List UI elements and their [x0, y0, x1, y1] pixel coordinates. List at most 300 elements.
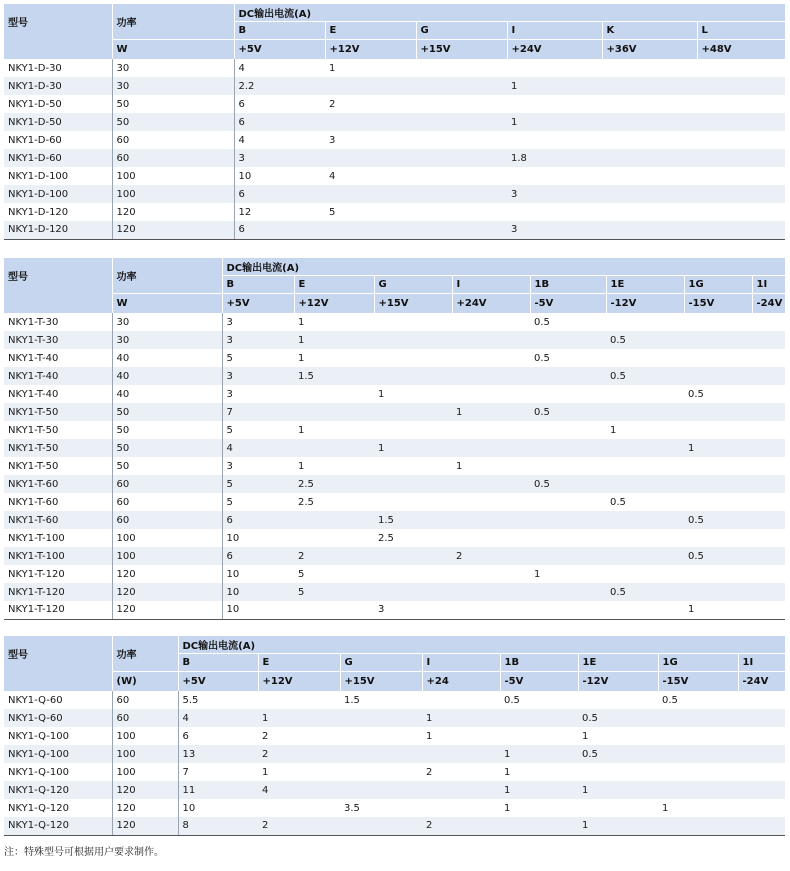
current-cell — [530, 601, 606, 619]
current-cell — [452, 601, 530, 619]
current-cell — [684, 583, 752, 601]
model-cell: NKY1-T-50 — [4, 421, 112, 439]
current-cell — [606, 349, 684, 367]
model-cell: NKY1-Q-100 — [4, 727, 112, 745]
model-cell: NKY1-T-60 — [4, 511, 112, 529]
current-cell: 3 — [222, 331, 294, 349]
current-cell — [416, 185, 507, 203]
power-cell: 120 — [112, 565, 222, 583]
model-cell: NKY1-T-120 — [4, 583, 112, 601]
current-cell: 1 — [684, 601, 752, 619]
model-header-spacer — [4, 671, 112, 691]
current-cell — [606, 547, 684, 565]
model-cell: NKY1-T-50 — [4, 403, 112, 421]
table-row — [4, 331, 785, 349]
current-cell: 2.5 — [294, 475, 374, 493]
current-cell — [340, 817, 422, 835]
power-cell: 50 — [112, 457, 222, 475]
current-cell — [606, 565, 684, 583]
power-cell: 120 — [112, 817, 178, 835]
current-cell — [752, 475, 785, 493]
current-cell: 6 — [234, 221, 325, 239]
current-cell — [530, 511, 606, 529]
current-cell: 5.5 — [178, 691, 258, 709]
table-row — [4, 745, 785, 763]
power-cell: 30 — [112, 313, 222, 331]
current-cell: 5 — [294, 565, 374, 583]
model-cell: NKY1-D-50 — [4, 113, 112, 131]
table-row — [4, 203, 785, 221]
current-cell — [578, 763, 658, 781]
current-cell: 1 — [500, 763, 578, 781]
current-cell: 2 — [258, 745, 340, 763]
table-row — [4, 185, 785, 203]
current-cell — [416, 113, 507, 131]
current-cell: 2.2 — [234, 77, 325, 95]
channel-code: 1B — [500, 653, 578, 671]
current-cell — [340, 709, 422, 727]
current-cell — [325, 77, 416, 95]
current-cell — [602, 167, 697, 185]
current-cell — [697, 131, 785, 149]
current-cell — [294, 403, 374, 421]
current-cell — [752, 583, 785, 601]
current-cell — [697, 113, 785, 131]
channel-voltage: +36V — [602, 39, 697, 59]
current-cell: 1 — [325, 59, 416, 77]
current-cell — [422, 745, 500, 763]
current-cell — [606, 529, 684, 547]
current-cell — [606, 385, 684, 403]
current-cell — [507, 203, 602, 221]
current-cell — [752, 493, 785, 511]
current-cell — [530, 385, 606, 403]
current-cell — [416, 95, 507, 113]
current-cell: 1 — [578, 817, 658, 835]
channel-code: 1G — [658, 653, 738, 671]
current-cell: 1 — [294, 313, 374, 331]
channel-voltage: +5V — [222, 293, 294, 313]
current-cell: 10 — [222, 601, 294, 619]
table-row — [4, 493, 785, 511]
current-cell: 13 — [178, 745, 258, 763]
dc-current-header: DC输出电流(A) — [178, 636, 785, 653]
power-cell: 100 — [112, 763, 178, 781]
current-cell — [684, 565, 752, 583]
current-cell: 4 — [258, 781, 340, 799]
current-cell — [658, 817, 738, 835]
channel-code: 1E — [578, 653, 658, 671]
current-cell — [452, 367, 530, 385]
dc-current-header: DC输出电流(A) — [234, 4, 785, 21]
power-cell: 100 — [112, 727, 178, 745]
channel-voltage: +24V — [452, 293, 530, 313]
current-cell — [752, 511, 785, 529]
current-cell — [602, 131, 697, 149]
current-cell: 6 — [234, 95, 325, 113]
current-cell: 6 — [222, 547, 294, 565]
model-cell: NKY1-T-40 — [4, 349, 112, 367]
current-cell — [294, 601, 374, 619]
current-cell — [752, 601, 785, 619]
current-cell — [374, 349, 452, 367]
table-row — [4, 475, 785, 493]
current-cell — [452, 529, 530, 547]
current-cell: 5 — [222, 475, 294, 493]
model-cell: NKY1-T-40 — [4, 385, 112, 403]
current-cell — [374, 547, 452, 565]
channel-voltage: +24V — [507, 39, 602, 59]
current-cell: 5 — [222, 493, 294, 511]
table-row — [4, 565, 785, 583]
voltage-row — [4, 39, 785, 59]
current-cell — [294, 439, 374, 457]
channel-voltage: -15V — [684, 293, 752, 313]
current-cell: 7 — [222, 403, 294, 421]
channel-voltage: +5V — [178, 671, 258, 691]
current-cell: 1 — [578, 781, 658, 799]
table-row — [4, 385, 785, 403]
current-cell — [606, 511, 684, 529]
current-cell — [374, 367, 452, 385]
current-cell: 1 — [422, 727, 500, 745]
current-cell: 2 — [452, 547, 530, 565]
current-cell: 2.5 — [374, 529, 452, 547]
current-cell — [507, 95, 602, 113]
current-cell — [294, 385, 374, 403]
current-cell: 1.5 — [294, 367, 374, 385]
power-cell: 120 — [112, 221, 234, 239]
power-cell: 120 — [112, 601, 222, 619]
channel-code: I — [422, 653, 500, 671]
current-cell: 5 — [222, 349, 294, 367]
current-cell — [697, 185, 785, 203]
model-header: 型号 — [4, 4, 112, 39]
current-cell — [416, 149, 507, 167]
current-cell: 1 — [294, 457, 374, 475]
current-cell: 1 — [606, 421, 684, 439]
current-cell — [738, 727, 785, 745]
current-cell — [416, 167, 507, 185]
current-cell: 3 — [222, 313, 294, 331]
current-cell — [530, 583, 606, 601]
current-cell — [658, 781, 738, 799]
current-cell: 1 — [500, 745, 578, 763]
current-cell: 4 — [325, 167, 416, 185]
current-cell — [606, 313, 684, 331]
current-cell — [658, 763, 738, 781]
channel-code: I — [452, 275, 530, 293]
table-row — [4, 529, 785, 547]
channel-voltage: +15V — [416, 39, 507, 59]
current-cell — [602, 59, 697, 77]
model-cell: NKY1-D-60 — [4, 149, 112, 167]
current-cell — [738, 781, 785, 799]
power-cell: 60 — [112, 709, 178, 727]
current-cell — [530, 331, 606, 349]
power-cell: 30 — [112, 59, 234, 77]
current-cell — [374, 583, 452, 601]
current-cell: 1 — [258, 763, 340, 781]
power-unit: (W) — [112, 671, 178, 691]
current-cell — [500, 709, 578, 727]
power-cell: 60 — [112, 691, 178, 709]
current-cell: 6 — [178, 727, 258, 745]
current-cell — [530, 421, 606, 439]
current-cell: 4 — [222, 439, 294, 457]
table-row — [4, 601, 785, 619]
current-cell — [602, 113, 697, 131]
current-cell: 1 — [500, 781, 578, 799]
current-cell: 0.5 — [684, 385, 752, 403]
power-cell: 60 — [112, 493, 222, 511]
current-cell: 1 — [422, 709, 500, 727]
model-cell: NKY1-T-30 — [4, 331, 112, 349]
channel-code: I — [507, 21, 602, 39]
current-cell — [340, 781, 422, 799]
table-row — [4, 131, 785, 149]
table-row — [4, 439, 785, 457]
current-cell — [452, 313, 530, 331]
channel-voltage: +24 — [422, 671, 500, 691]
current-cell — [752, 421, 785, 439]
current-cell — [340, 745, 422, 763]
current-cell: 4 — [178, 709, 258, 727]
current-cell: 1 — [294, 349, 374, 367]
channel-code: G — [340, 653, 422, 671]
channel-code: 1I — [752, 275, 785, 293]
current-cell — [374, 421, 452, 439]
current-cell: 1 — [294, 331, 374, 349]
current-cell — [606, 403, 684, 421]
current-cell: 1 — [294, 421, 374, 439]
model-header: 型号 — [4, 258, 112, 293]
table-row — [4, 403, 785, 421]
dc-current-header: DC输出电流(A) — [222, 258, 785, 275]
current-cell — [374, 403, 452, 421]
model-cell: NKY1-Q-120 — [4, 799, 112, 817]
model-cell: NKY1-T-40 — [4, 367, 112, 385]
power-cell: 120 — [112, 781, 178, 799]
current-cell — [530, 493, 606, 511]
current-cell — [602, 185, 697, 203]
model-cell: NKY1-D-60 — [4, 131, 112, 149]
channel-code: 1I — [738, 653, 785, 671]
power-cell: 40 — [112, 349, 222, 367]
current-cell — [752, 331, 785, 349]
power-cell: 100 — [112, 745, 178, 763]
current-cell — [452, 475, 530, 493]
table-row — [4, 421, 785, 439]
channel-voltage: -24V — [738, 671, 785, 691]
current-cell: 0.5 — [684, 547, 752, 565]
current-cell — [325, 113, 416, 131]
model-cell: NKY1-Q-60 — [4, 691, 112, 709]
power-cell: 100 — [112, 167, 234, 185]
model-cell: NKY1-Q-120 — [4, 817, 112, 835]
current-cell — [530, 457, 606, 475]
current-cell: 2 — [258, 727, 340, 745]
current-cell: 4 — [234, 131, 325, 149]
current-cell: 3 — [325, 131, 416, 149]
channel-code: L — [697, 21, 785, 39]
current-cell — [422, 691, 500, 709]
table-row — [4, 511, 785, 529]
current-cell — [684, 349, 752, 367]
current-cell: 1 — [374, 439, 452, 457]
current-cell: 1 — [452, 403, 530, 421]
current-cell: 1 — [578, 727, 658, 745]
current-cell: 0.5 — [500, 691, 578, 709]
current-cell — [452, 421, 530, 439]
current-cell — [325, 185, 416, 203]
channel-code: B — [234, 21, 325, 39]
table-row — [4, 691, 785, 709]
current-cell — [684, 475, 752, 493]
current-cell: 2.5 — [294, 493, 374, 511]
current-cell — [752, 313, 785, 331]
current-cell — [658, 745, 738, 763]
model-cell: NKY1-D-120 — [4, 203, 112, 221]
table-row — [4, 313, 785, 331]
current-cell — [684, 493, 752, 511]
current-cell — [422, 799, 500, 817]
model-header-spacer — [4, 39, 112, 59]
current-cell: 0.5 — [578, 709, 658, 727]
current-cell: 10 — [222, 565, 294, 583]
current-cell — [752, 349, 785, 367]
model-cell: NKY1-Q-100 — [4, 745, 112, 763]
current-cell — [507, 59, 602, 77]
power-cell: 50 — [112, 439, 222, 457]
model-cell: NKY1-T-100 — [4, 547, 112, 565]
current-cell — [752, 385, 785, 403]
channel-voltage: -12V — [578, 671, 658, 691]
power-cell: 120 — [112, 799, 178, 817]
current-cell: 3 — [507, 221, 602, 239]
table-row — [4, 95, 785, 113]
model-cell: NKY1-T-60 — [4, 493, 112, 511]
current-cell — [752, 547, 785, 565]
current-cell — [325, 149, 416, 167]
current-cell — [530, 439, 606, 457]
current-cell — [452, 331, 530, 349]
power-cell: 60 — [112, 131, 234, 149]
current-cell — [697, 221, 785, 239]
current-cell — [752, 403, 785, 421]
power-cell: 60 — [112, 149, 234, 167]
current-cell — [452, 511, 530, 529]
power-unit: W — [112, 293, 222, 313]
current-cell — [606, 601, 684, 619]
current-cell: 2 — [422, 763, 500, 781]
current-cell — [507, 167, 602, 185]
power-cell: 100 — [112, 529, 222, 547]
current-cell — [416, 77, 507, 95]
model-header: 型号 — [4, 636, 112, 671]
current-cell: 0.5 — [578, 745, 658, 763]
current-cell — [340, 763, 422, 781]
table-row — [4, 727, 785, 745]
model-cell: NKY1-Q-120 — [4, 781, 112, 799]
model-cell: NKY1-D-100 — [4, 167, 112, 185]
current-cell — [697, 95, 785, 113]
current-cell: 3 — [374, 601, 452, 619]
current-cell — [606, 475, 684, 493]
power-cell: 50 — [112, 113, 234, 131]
current-cell: 5 — [222, 421, 294, 439]
current-cell: 0.5 — [658, 691, 738, 709]
channel-code: 1B — [530, 275, 606, 293]
current-cell — [530, 547, 606, 565]
current-cell — [697, 167, 785, 185]
spec-table-q — [4, 636, 785, 836]
current-cell: 1 — [374, 385, 452, 403]
current-cell — [416, 59, 507, 77]
table-row — [4, 113, 785, 131]
current-cell — [530, 367, 606, 385]
current-cell — [752, 529, 785, 547]
current-cell: 0.5 — [606, 583, 684, 601]
current-cell — [325, 221, 416, 239]
current-cell — [416, 221, 507, 239]
table-row — [4, 77, 785, 95]
model-cell: NKY1-D-30 — [4, 77, 112, 95]
current-cell: 0.5 — [606, 367, 684, 385]
current-cell — [374, 475, 452, 493]
power-cell: 100 — [112, 185, 234, 203]
current-cell — [752, 565, 785, 583]
current-cell: 1 — [530, 565, 606, 583]
current-cell — [452, 439, 530, 457]
current-cell — [658, 727, 738, 745]
current-cell: 0.5 — [606, 331, 684, 349]
power-cell: 120 — [112, 203, 234, 221]
channel-voltage: +15V — [374, 293, 452, 313]
current-cell — [697, 77, 785, 95]
model-cell: NKY1-D-50 — [4, 95, 112, 113]
power-cell: 40 — [112, 367, 222, 385]
current-cell — [684, 313, 752, 331]
power-cell: 30 — [112, 331, 222, 349]
current-cell: 1 — [258, 709, 340, 727]
power-header: 功率 — [112, 636, 178, 671]
current-cell — [752, 457, 785, 475]
current-cell — [738, 763, 785, 781]
current-cell: 1 — [507, 77, 602, 95]
channel-voltage: -24V — [752, 293, 785, 313]
current-cell: 0.5 — [530, 475, 606, 493]
power-cell: 40 — [112, 385, 222, 403]
current-cell — [606, 457, 684, 475]
spec-table-d — [4, 4, 785, 240]
current-cell — [294, 511, 374, 529]
current-cell: 3 — [234, 149, 325, 167]
table-row — [4, 817, 785, 835]
current-cell — [452, 493, 530, 511]
current-cell: 3 — [222, 385, 294, 403]
spec-table-t — [4, 258, 785, 620]
current-cell — [606, 439, 684, 457]
model-cell: NKY1-T-120 — [4, 601, 112, 619]
model-cell: NKY1-T-60 — [4, 475, 112, 493]
channel-voltage: +5V — [234, 39, 325, 59]
current-cell — [697, 59, 785, 77]
channel-code: 1G — [684, 275, 752, 293]
current-cell — [500, 817, 578, 835]
channel-voltage: +12V — [258, 671, 340, 691]
current-cell — [452, 349, 530, 367]
